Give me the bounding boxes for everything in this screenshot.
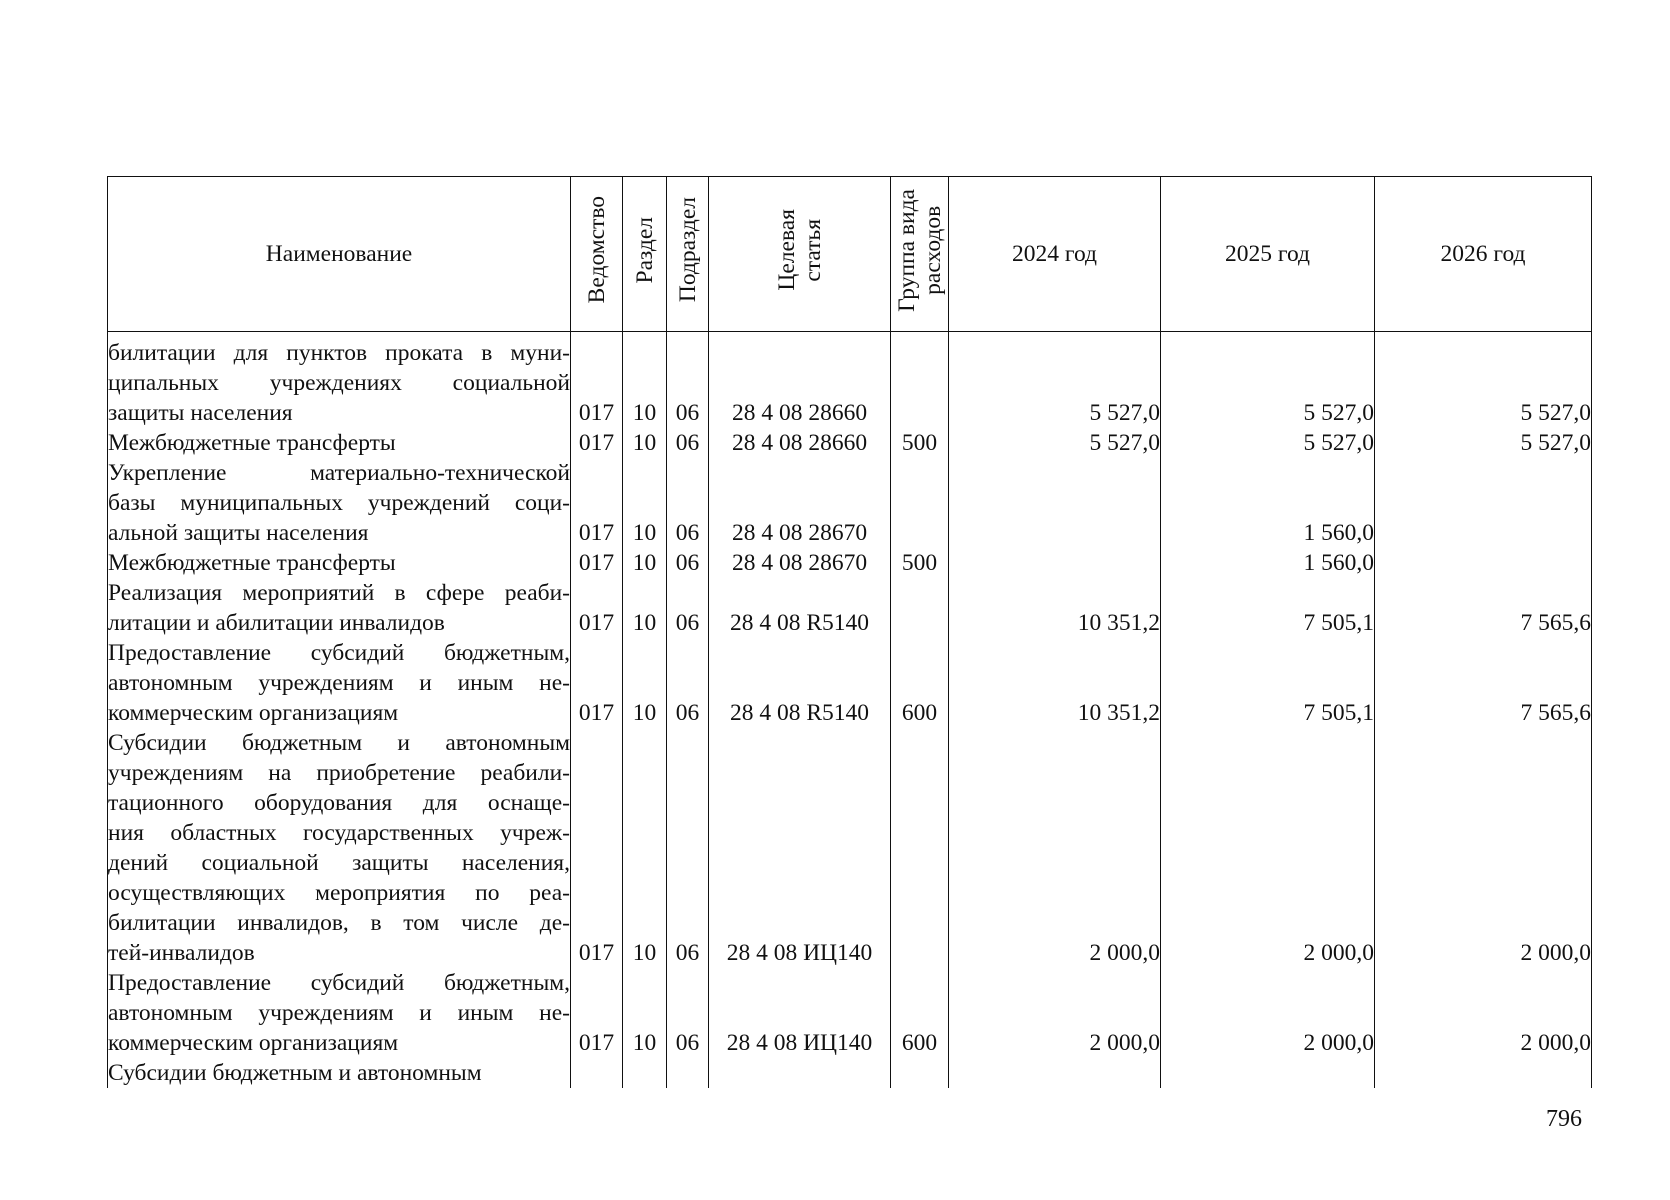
table-row — [108, 338, 1592, 428]
row-2025: 1 560,0 — [1161, 458, 1375, 548]
row-subsection: 06 — [667, 548, 709, 578]
header-2024 — [949, 177, 1161, 332]
row-name — [108, 638, 571, 728]
row-dept: 017 — [571, 338, 623, 428]
header-exp — [891, 177, 949, 332]
row-section: 10 — [623, 728, 667, 968]
row-dept: 017 — [571, 728, 623, 968]
row-2025: 7 505,1 — [1161, 638, 1375, 728]
row-2024 — [949, 458, 1161, 548]
row-target: 28 4 08 ИЦ140 — [709, 968, 891, 1058]
row-dept: 017 — [571, 578, 623, 638]
row-name-line: ния областных государственных учреж- — [108, 820, 570, 846]
header-exp-text — [894, 189, 946, 312]
row-name-line: Субсидии бюджетным и автономным — [108, 1060, 482, 1086]
header-target-line1: Целевая — [773, 209, 800, 291]
row-name — [108, 968, 571, 1058]
row-name-line: тей-инвалидов — [108, 940, 255, 966]
header-exp-line2: расходов — [919, 205, 946, 295]
row-exp: 500 — [891, 428, 949, 458]
row-name-line: автономным учреждениям и иным не- — [108, 670, 570, 696]
row-section: 10 — [623, 458, 667, 548]
row-subsection: 06 — [667, 458, 709, 548]
row-section: 10 — [623, 548, 667, 578]
row-dept: 017 — [571, 968, 623, 1058]
row-target: 28 4 08 28670 — [709, 548, 891, 578]
table-row — [108, 428, 1592, 458]
row-2024: 2 000,0 — [949, 728, 1161, 968]
row-2024 — [949, 548, 1161, 578]
row-exp — [891, 338, 949, 428]
row-target: 28 4 08 28660 — [709, 428, 891, 458]
row-2024: 2 000,0 — [949, 968, 1161, 1058]
row-2025: 7 505,1 — [1161, 578, 1375, 638]
row-name — [108, 728, 571, 968]
row-2024: 5 527,0 — [949, 338, 1161, 428]
row-name-line: билитации инвалидов, в том числе де- — [108, 910, 570, 936]
row-name-line: Межбюджетные трансферты — [108, 430, 396, 456]
row-2025: 1 560,0 — [1161, 548, 1375, 578]
page-number: 796 — [1546, 1106, 1582, 1132]
table-row — [108, 1058, 1592, 1088]
row-dept: 017 — [571, 548, 623, 578]
row-name — [108, 548, 571, 578]
row-name — [108, 428, 571, 458]
row-name-line: коммерческим организациям — [108, 700, 399, 726]
row-dept: 017 — [571, 638, 623, 728]
row-name-line: Субсидии бюджетным и автономным — [108, 730, 570, 756]
table-row — [108, 728, 1592, 968]
header-subsection — [667, 177, 709, 332]
header-target — [709, 177, 891, 332]
header-dept — [571, 177, 623, 332]
row-target: 28 4 08 28670 — [709, 458, 891, 548]
row-2025: 2 000,0 — [1161, 968, 1375, 1058]
header-name — [108, 177, 571, 332]
row-2025 — [1161, 1058, 1375, 1088]
row-target — [709, 1058, 891, 1088]
row-name-line: Межбюджетные трансферты — [108, 550, 396, 576]
row-name-line: автономным учреждениям и иным не- — [108, 1000, 570, 1026]
table-row — [108, 638, 1592, 728]
row-target: 28 4 08 28660 — [709, 338, 891, 428]
row-2026: 2 000,0 — [1375, 968, 1592, 1058]
row-2026: 2 000,0 — [1375, 728, 1592, 968]
row-2025: 2 000,0 — [1161, 728, 1375, 968]
header-target-line2: статья — [799, 218, 826, 282]
row-name-line: билитации для пунктов проката в муни- — [108, 340, 570, 366]
row-exp — [891, 1058, 949, 1088]
row-name-line: коммерческим организациям — [108, 1030, 399, 1056]
row-target: 28 4 08 R5140 — [709, 578, 891, 638]
table-row — [108, 548, 1592, 578]
row-subsection: 06 — [667, 428, 709, 458]
table-body — [108, 332, 1592, 1089]
header-section — [623, 177, 667, 332]
row-name-line: Предоставление субсидий бюджетным, — [108, 640, 570, 666]
budget-table — [107, 176, 1592, 1088]
row-subsection: 06 — [667, 338, 709, 428]
header-dept-text: Ведомство — [583, 196, 610, 304]
header-section-text: Раздел — [631, 216, 658, 284]
row-dept: 017 — [571, 428, 623, 458]
row-2026: 7 565,6 — [1375, 578, 1592, 638]
header-row — [108, 177, 1592, 332]
row-dept: 017 — [571, 458, 623, 548]
row-exp: 600 — [891, 968, 949, 1058]
row-section: 10 — [623, 338, 667, 428]
row-name-line: тационного оборудования для оснаще- — [108, 790, 570, 816]
row-2025: 5 527,0 — [1161, 428, 1375, 458]
row-name — [108, 458, 571, 548]
header-2026-text: 2026 год — [1440, 241, 1526, 267]
row-2024: 5 527,0 — [949, 428, 1161, 458]
row-name-line: Реализация мероприятий в сфере реаби- — [108, 580, 570, 606]
row-2024 — [949, 1058, 1161, 1088]
row-exp: 600 — [891, 638, 949, 728]
row-2026: 5 527,0 — [1375, 338, 1592, 428]
header-2025 — [1161, 177, 1375, 332]
row-section: 10 — [623, 968, 667, 1058]
row-name — [108, 578, 571, 638]
row-2026 — [1375, 548, 1592, 578]
row-section — [623, 1058, 667, 1088]
table-row — [108, 458, 1592, 548]
row-name-line: Укрепление материально-технической — [108, 460, 570, 486]
table-row — [108, 578, 1592, 638]
header-name-text: Наименование — [265, 241, 413, 267]
row-name-line: Предоставление субсидий бюджетным, — [108, 970, 570, 996]
row-subsection: 06 — [667, 728, 709, 968]
row-name — [108, 338, 571, 428]
row-name — [108, 1058, 571, 1088]
row-subsection: 06 — [667, 968, 709, 1058]
row-exp: 500 — [891, 548, 949, 578]
row-section: 10 — [623, 578, 667, 638]
row-target: 28 4 08 ИЦ140 — [709, 728, 891, 968]
row-name-line: базы муниципальных учреждений соци- — [108, 490, 570, 516]
row-2024: 10 351,2 — [949, 638, 1161, 728]
row-name-line: ципальных учреждениях социальной — [108, 370, 570, 396]
row-name-line: защиты населения — [108, 400, 293, 426]
row-dept — [571, 1058, 623, 1088]
header-2024-text: 2024 год — [1012, 241, 1097, 267]
row-section: 10 — [623, 428, 667, 458]
table-row — [108, 968, 1592, 1058]
row-2026: 5 527,0 — [1375, 428, 1592, 458]
row-subsection — [667, 1058, 709, 1088]
row-name-line: дений социальной защиты населения, — [108, 850, 570, 876]
row-subsection: 06 — [667, 638, 709, 728]
header-target-text — [774, 209, 826, 291]
row-subsection: 06 — [667, 578, 709, 638]
row-exp — [891, 728, 949, 968]
header-2025-text: 2025 год — [1225, 241, 1310, 267]
row-name-line: литации и абилитации инвалидов — [108, 610, 445, 636]
row-2025: 5 527,0 — [1161, 338, 1375, 428]
row-2026: 7 565,6 — [1375, 638, 1592, 728]
header-2026 — [1375, 177, 1592, 332]
row-2026 — [1375, 458, 1592, 548]
row-2026 — [1375, 1058, 1592, 1088]
row-name-line: осуществляющих мероприятия по реа- — [108, 880, 570, 906]
row-exp — [891, 578, 949, 638]
row-exp — [891, 458, 949, 548]
header-subsection-text: Подраздел — [674, 197, 701, 303]
row-2024: 10 351,2 — [949, 578, 1161, 638]
header-exp-line1: Группа вида — [893, 188, 920, 312]
row-name-line: альной защиты населения — [108, 520, 369, 546]
row-name-line: учреждениям на приобретение реабили- — [108, 760, 570, 786]
row-section: 10 — [623, 638, 667, 728]
row-target: 28 4 08 R5140 — [709, 638, 891, 728]
